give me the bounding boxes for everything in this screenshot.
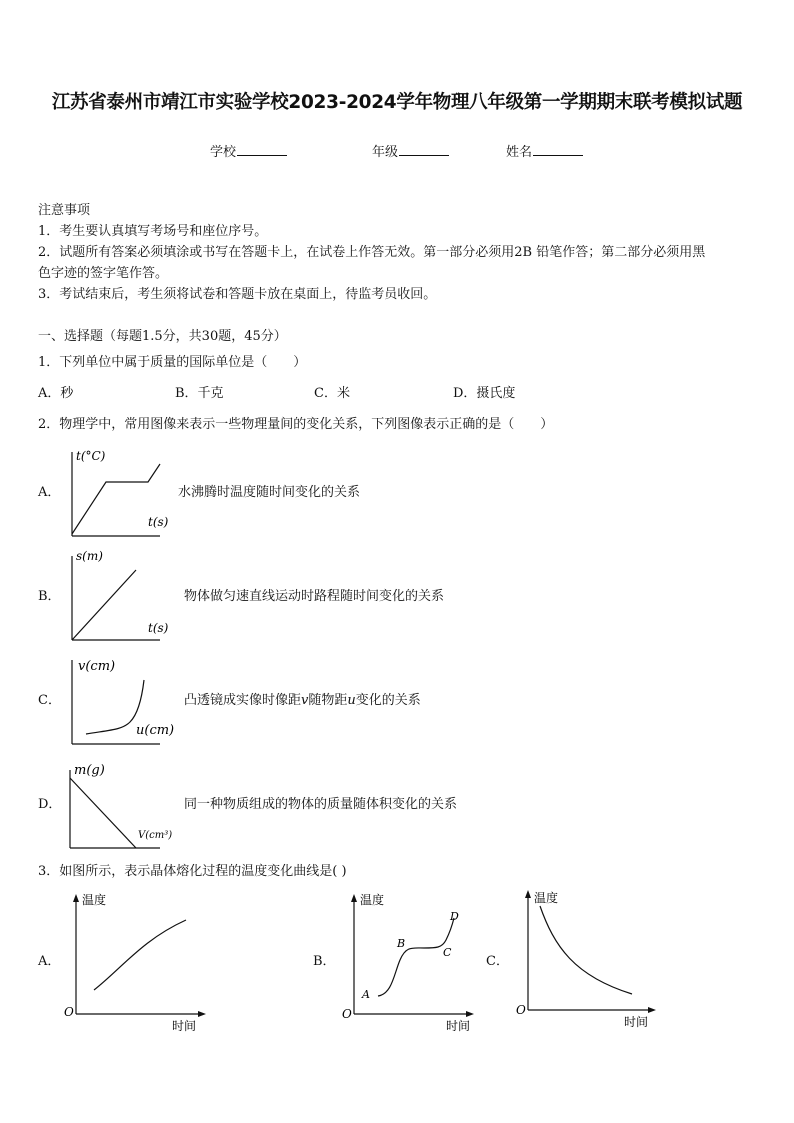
section-heading: 一、选择题（每题1.5分，共30题，45分） (38, 329, 287, 344)
q2-option-d-letter[interactable]: D． (38, 797, 62, 812)
y-axis-label: t(°C) (76, 449, 106, 463)
x-axis-label: u(cm) (136, 723, 175, 738)
q2-graph-d (60, 756, 180, 856)
y-arrow (525, 890, 531, 898)
q2-option-a-desc: 水沸腾时温度随时间变化的关系 (178, 485, 361, 500)
x-axis-label: t(s) (148, 621, 169, 635)
x-axis-label: t(s) (148, 515, 169, 529)
q1-option-a[interactable]: A．秒 (38, 386, 74, 401)
school-label: 学校 (210, 145, 237, 160)
origin-label: O (342, 1007, 352, 1021)
point-d-label: D (450, 910, 459, 923)
q2-option-c-letter[interactable]: C． (38, 693, 61, 708)
desc-part: 凸透镜成实像时像距 (184, 693, 302, 708)
name-label: 姓名 (506, 145, 533, 160)
y-axis-label: s(m) (76, 549, 103, 563)
desc-part: 随物距 (308, 693, 348, 708)
notice-item-1: 1．考生要认真填写考场号和座位序号。 (38, 224, 268, 239)
curve (70, 778, 136, 848)
y-axis-label: 温度 (360, 893, 385, 907)
desc-symbol-v: v (301, 693, 309, 708)
q2-graph-a (60, 444, 170, 544)
q2-option-c-desc (184, 690, 421, 711)
q1-option-d[interactable]: D．摄氏度 (453, 386, 516, 401)
grade-field[interactable] (372, 141, 449, 160)
q2-option-b-desc: 物体做匀速直线运动时路程随时间变化的关系 (184, 589, 445, 604)
x-axis-label: 时间 (446, 1019, 471, 1033)
notice-item-2: 2．试题所有答案必须填涂或书写在答题卡上，在试卷上作答无效。第一部分必须用2B 铅笔作答；第二部分必须用黑 (38, 245, 706, 260)
q2-graph-c (60, 652, 180, 752)
y-arrow (73, 894, 79, 902)
notice-heading: 注意事项 (38, 203, 91, 218)
q3-stem: 3．如图所示，表示晶体熔化过程的温度变化曲线是( ) (38, 864, 347, 879)
x-arrow (648, 1007, 656, 1013)
q3-graph-a (62, 890, 212, 1033)
x-axis-label: 时间 (172, 1019, 197, 1033)
desc-part: 变化的关系 (355, 693, 421, 708)
origin-label: O (516, 1003, 526, 1017)
x-arrow (466, 1011, 474, 1017)
q2-option-a-letter[interactable]: A． (38, 485, 61, 500)
notice-item-2-cont: 色字迹的签字笔作答。 (38, 266, 169, 281)
name-field[interactable] (506, 141, 583, 160)
q3-graph-b (340, 890, 490, 1033)
name-blank[interactable] (533, 143, 583, 156)
x-axis-label: V(cm³) (138, 830, 173, 841)
curve (72, 464, 160, 534)
curve (540, 906, 632, 994)
q1-option-c[interactable]: C．米 (314, 386, 350, 401)
page-title: 江苏省泰州市靖江市实验学校2023-2024学年物理八年级第一学期期末联考模拟试题 (51, 92, 743, 113)
y-axis-label: v(cm) (78, 659, 116, 674)
q1-option-b[interactable]: B．千克 (175, 386, 224, 401)
q3-option-a-letter[interactable]: A． (38, 954, 61, 969)
q3-option-c-letter[interactable]: C． (486, 954, 509, 969)
grade-label: 年级 (372, 145, 399, 160)
x-arrow (198, 1011, 206, 1017)
y-axis-label: 温度 (534, 891, 559, 905)
x-axis-label: 时间 (624, 1015, 649, 1029)
school-field[interactable] (210, 141, 287, 160)
y-arrow (351, 894, 357, 902)
point-c-label: C (443, 946, 452, 959)
q2-graph-b (60, 548, 170, 648)
point-a-label: A (362, 988, 370, 1001)
q1-stem: 1．下列单位中属于质量的国际单位是（ ） (38, 355, 307, 370)
y-axis-label: m(g) (74, 763, 105, 778)
desc-symbol-u: u (347, 693, 356, 708)
grade-blank[interactable] (399, 143, 449, 156)
q2-option-d-desc: 同一种物质组成的物体的质量随体积变化的关系 (184, 797, 458, 812)
y-axis-label: 温度 (82, 893, 107, 907)
point-b-label: B (397, 937, 406, 950)
curve (94, 920, 186, 990)
origin-label: O (64, 1005, 74, 1019)
q2-stem: 2．物理学中，常用图像来表示一些物理量间的变化关系，下列图像表示正确的是（ ） (38, 417, 554, 432)
q3-option-b-letter[interactable]: B． (313, 954, 336, 969)
curve (72, 570, 136, 640)
notice-item-3: 3．考试结束后，考生须将试卷和答题卡放在桌面上，待监考员收回。 (38, 287, 437, 302)
q2-option-b-letter[interactable]: B． (38, 589, 61, 604)
q3-graph-c (514, 886, 664, 1030)
school-blank[interactable] (237, 143, 287, 156)
